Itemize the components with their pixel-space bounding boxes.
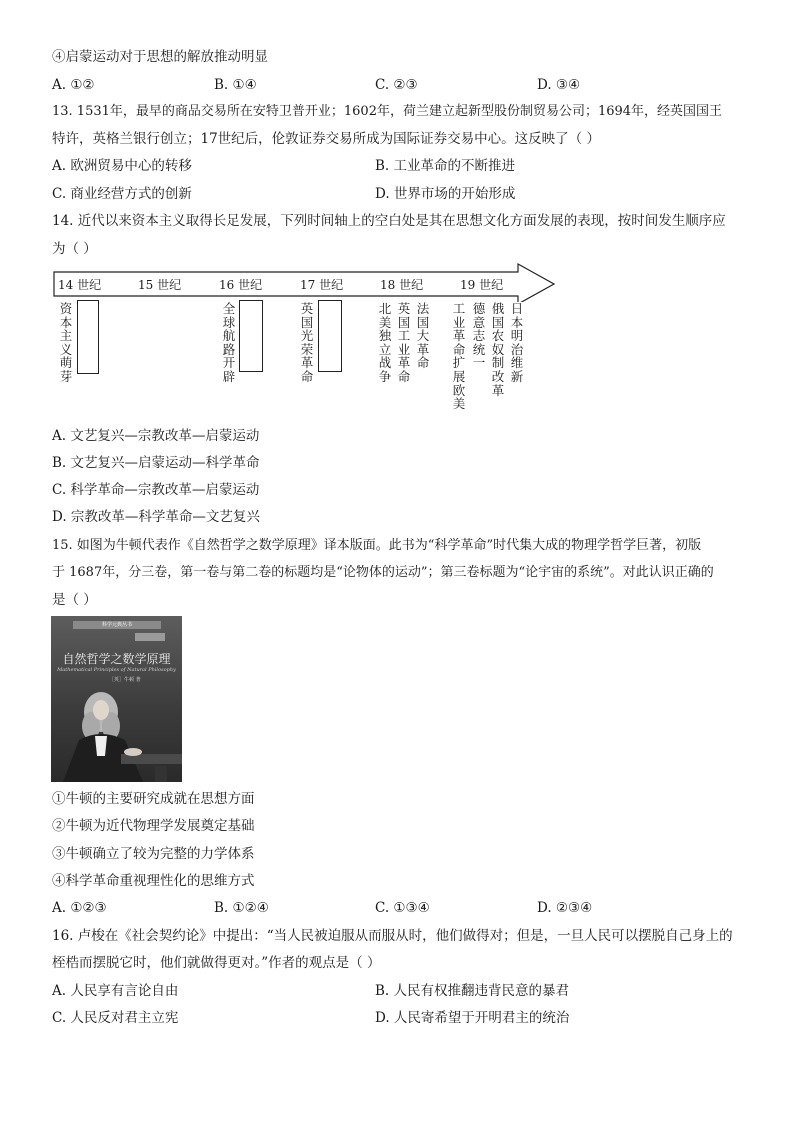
event-industrial-revolution-spread: 工业革命扩展欧美 — [452, 301, 466, 412]
q15-stem-line3: 是（ ） — [52, 592, 97, 608]
q12-option-a[interactable]: A. ①② — [52, 77, 95, 93]
q13-option-a[interactable]: A. 欧洲贸易中心的转移 — [52, 158, 192, 174]
q14-option-b[interactable]: B. 文艺复兴—启蒙运动—科学革命 — [52, 455, 260, 471]
blank-box-2[interactable] — [239, 300, 263, 372]
q15-option-a[interactable]: A. ①②③ — [52, 900, 107, 916]
q14-option-c[interactable]: C. 科学革命—宗教改革—启蒙运动 — [52, 482, 260, 498]
q16-option-a[interactable]: A. 人民享有言论自由 — [52, 983, 179, 999]
q15-statement-1: ①牛顿的主要研究成就在思想方面 — [52, 791, 255, 807]
q13-stem-line1: 13. 1531年，最早的商品交易所在安特卫普开业；1602年，荷兰建立起新型股份制贸易公司；1694年，经英国国王 — [52, 104, 723, 119]
century-18: 18 世纪 — [380, 278, 424, 292]
q13-option-c[interactable]: C. 商业经营方式的创新 — [52, 186, 192, 202]
century-16: 16 世纪 — [219, 278, 263, 292]
cover-subtitle: Mathematical Principles of Natural Philosophy — [57, 667, 176, 673]
q16-option-b[interactable]: B. 人民有权推翻违背民意的暴君 — [375, 983, 570, 999]
event-capitalism-sprouts: 资本主义萌芽 — [59, 301, 73, 384]
q15-stem-line2: 于 1687年，分三卷，第一卷与第二卷的标题均是“论物体的运动”；第三卷标题为“论宇宙的系统”。对此认识正确的 — [52, 565, 714, 580]
q16-option-c[interactable]: C. 人民反对君主立宪 — [52, 1010, 179, 1026]
event-glorious-revolution: 英国光荣革命 — [300, 301, 314, 384]
q15-statement-2: ②牛顿为近代物理学发展奠定基础 — [52, 818, 255, 834]
q15-option-d[interactable]: D. ②③④ — [537, 900, 593, 916]
cover-series-label: 科学元典丛书 — [73, 621, 161, 629]
q15-stem-line1: 15. 如图为牛顿代表作《自然哲学之数学原理》译本版面。此书为“科学革命”时代集大成的物理学哲学巨著，初版 — [52, 538, 702, 553]
event-new-sea-routes: 全球航路开辟 — [222, 301, 236, 384]
q13-stem-line2: 特许，英格兰银行创立；17世纪后，伦敦证券交易所成为国际证券交易中心。这反映了（ ） — [52, 131, 600, 147]
q16-stem-line2: 桎梏而摆脱它时，他们就做得更对。”作者的观点是（ ） — [52, 955, 381, 971]
q14-stem-line1: 14. 近代以来资本主义取得长足发展，下列时间轴上的空白处是其在思想文化方面发展的表现，按时间发生顺序应 — [52, 213, 726, 229]
q12-option-d[interactable]: D. ③④ — [537, 77, 581, 93]
blank-box-3[interactable] — [318, 300, 342, 372]
book-cover-image — [51, 616, 182, 782]
event-meiji-restoration: 日本明治维新 — [510, 301, 524, 384]
q16-option-d[interactable]: D. 人民寄希望于开明君主的统治 — [375, 1010, 570, 1026]
event-american-independence: 北美独立战争 — [378, 301, 392, 384]
q15-option-b[interactable]: B. ①②④ — [214, 900, 269, 916]
q12-option-c[interactable]: C. ②③ — [375, 77, 418, 93]
q14-option-d[interactable]: D. 宗教改革—科学革命—文艺复兴 — [52, 509, 260, 525]
q14-stem-line2: 为（ ） — [52, 241, 97, 257]
q16-stem-line1: 16. 卢梭在《社会契约论》中提出：“当人民被迫服从而服从时，他们做得对；但是，一旦人民可以摆脱自己身上的 — [52, 928, 733, 944]
cover-title: 自然哲学之数学原理 — [62, 652, 171, 666]
century-17: 17 世纪 — [300, 278, 344, 292]
q13-option-d[interactable]: D. 世界市场的开始形成 — [375, 186, 516, 202]
blank-box-1[interactable] — [77, 300, 99, 374]
q15-statement-4: ④科学革命重视理性化的思维方式 — [52, 873, 255, 889]
event-russian-serf-reform: 俄国农奴制改革 — [491, 301, 505, 398]
event-french-revolution: 法国大革命 — [416, 301, 430, 371]
event-british-industrial-revolution: 英国工业革命 — [397, 301, 411, 384]
q13-option-b[interactable]: B. 工业革命的不断推进 — [375, 158, 516, 174]
cover-author: ［英］牛顿 著 — [109, 677, 141, 683]
q14-option-a[interactable]: A. 文艺复兴—宗教改革—启蒙运动 — [52, 428, 260, 444]
century-19: 19 世纪 — [460, 278, 504, 292]
century-14: 14 世纪 — [58, 278, 102, 292]
q15-option-c[interactable]: C. ①③④ — [375, 900, 430, 916]
event-german-unification: 德意志统一 — [472, 301, 486, 371]
timeline-figure — [52, 262, 562, 422]
newton-portrait-icon — [51, 616, 182, 782]
q15-statement-3: ③牛顿确立了较为完整的力学体系 — [52, 846, 255, 862]
century-15: 15 世纪 — [138, 278, 182, 292]
q12-option-b[interactable]: B. ①④ — [214, 77, 257, 93]
q12-statement-4: ④启蒙运动对于思想的解放推动明显 — [52, 49, 268, 65]
